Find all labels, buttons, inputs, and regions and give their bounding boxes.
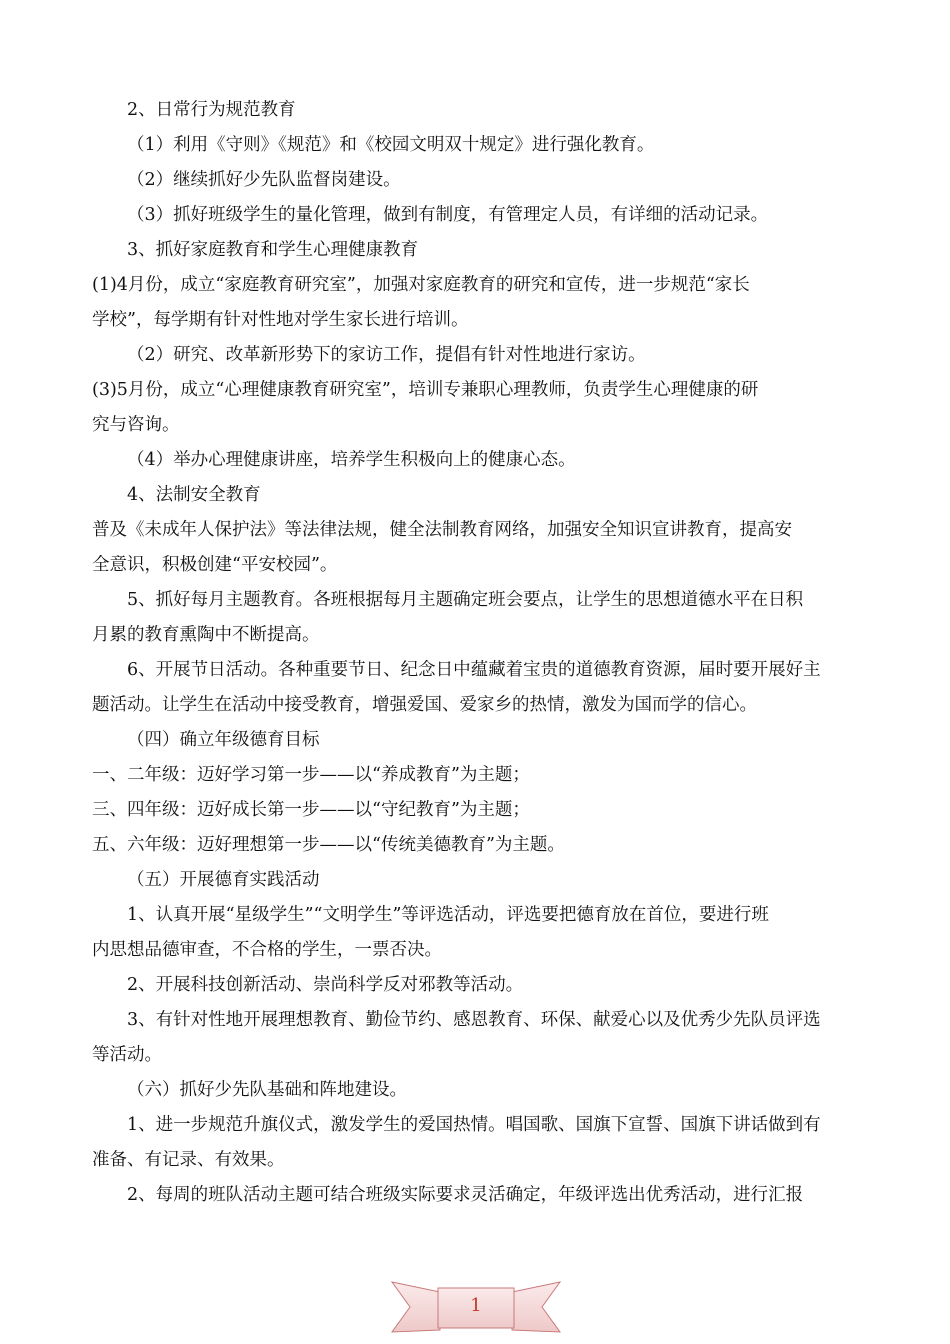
paragraph-p1: [92, 93, 860, 128]
text-line: 全意识，积极创建“平安校园”。: [92, 555, 338, 575]
paragraph-p24: [92, 1178, 860, 1213]
ribbon-right-tail: [512, 1282, 560, 1332]
text-line: 4、法制安全教育: [127, 485, 261, 505]
text-line: (1)4月份，成立“家庭教育研究室”，加强对家庭教育的研究和宣传，进一步规范“家长: [92, 275, 750, 295]
text-line: 1、认真开展“星级学生”“文明学生”等评选活动，评选要把德育放在首位，要进行班: [127, 905, 769, 925]
text-line: 究与咨询。: [92, 415, 180, 435]
paragraph-p11: [92, 513, 860, 583]
paragraph-p4: [92, 198, 860, 233]
text-line: 5、抓好每月主题教育。各班根据每月主题确定班会要点，让学生的思想道德水平在日积: [127, 590, 804, 610]
paragraph-p15: [92, 758, 860, 793]
paragraph-p12: [92, 583, 860, 653]
text-line: 题活动。让学生在活动中接受教育，增强爱国、爱家乡的热情，激发为国而学的信心。: [92, 695, 757, 715]
text-line: （六）抓好少先队基础和阵地建设。: [127, 1080, 407, 1100]
text-line: 五、六年级：迈好理想第一步——以“传统美德教育”为主题。: [92, 835, 565, 855]
text-line: 学校”，每学期有针对性地对学生家长进行培训。: [92, 310, 469, 330]
paragraph-p22: [92, 1073, 860, 1108]
paragraph-p21: [92, 1003, 860, 1073]
page-number: 1: [470, 1295, 482, 1316]
text-line: 准备、有记录、有效果。: [92, 1150, 285, 1170]
text-line: 一、二年级：迈好学习第一步——以“养成教育”为主题；: [92, 765, 530, 785]
paragraph-p14: [92, 723, 860, 758]
text-line: 3、抓好家庭教育和学生心理健康教育: [127, 240, 419, 260]
paragraph-p13: [92, 653, 860, 723]
text-line: 普及《未成年人保护法》等法律法规，健全法制教育网络，加强安全知识宣讲教育，提高安: [92, 520, 792, 540]
text-line: 2、每周的班队活动主题可结合班级实际要求灵活确定，年级评选出优秀活动，进行汇报: [127, 1185, 804, 1205]
paragraph-p5: [92, 233, 860, 268]
text-line: 等活动。: [92, 1045, 162, 1065]
text-line: 2、日常行为规范教育: [127, 100, 296, 120]
text-line: 1、进一步规范升旗仪式，激发学生的爱国热情。唱国歌、国旗下宣誓、国旗下讲话做到有: [127, 1115, 821, 1135]
text-line: (3)5月份，成立“心理健康教育研究室”，培训专兼职心理教师，负责学生心理健康的研: [92, 380, 759, 400]
paragraph-p2: [92, 128, 860, 163]
text-line: 月累的教育熏陶中不断提高。: [92, 625, 320, 645]
paragraph-p16: [92, 793, 860, 828]
text-line: 6、开展节日活动。各种重要节日、纪念日中蕴藏着宝贵的道德教育资源，届时要开展好主: [127, 660, 821, 680]
paragraph-p10: [92, 478, 860, 513]
paragraph-p18: [92, 863, 860, 898]
text-line: （3）抓好班级学生的量化管理，做到有制度，有管理定人员，有详细的活动记录。: [127, 205, 769, 225]
text-line: （2）继续抓好少先队监督岗建设。: [127, 170, 401, 190]
paragraph-p8: [92, 373, 860, 443]
paragraph-p20: [92, 968, 860, 1003]
ribbon-left-tail: [392, 1282, 440, 1332]
paragraph-p7: [92, 338, 860, 373]
document-body: [92, 93, 860, 1213]
text-line: 2、开展科技创新活动、崇尚科学反对邪教等活动。: [127, 975, 524, 995]
paragraph-p17: [92, 828, 860, 863]
paragraph-p19: [92, 898, 860, 968]
text-line: （五）开展德育实践活动: [127, 870, 320, 890]
text-line: （4）举办心理健康讲座，培养学生积极向上的健康心态。: [127, 450, 576, 470]
paragraph-p3: [92, 163, 860, 198]
text-line: 三、四年级：迈好成长第一步——以“守纪教育”为主题；: [92, 800, 530, 820]
paragraph-p9: [92, 443, 860, 478]
text-line: （四）确立年级德育目标: [127, 730, 320, 750]
text-line: 3、有针对性地开展理想教育、勤俭节约、感恩教育、环保、献爱心以及优秀少先队员评选: [127, 1010, 821, 1030]
text-line: （2）研究、改革新形势下的家访工作，提倡有针对性地进行家访。: [127, 345, 646, 365]
text-line: （1）利用《守则》《规范》和《校园文明双十规定》进行强化教育。: [127, 135, 655, 155]
text-line: 内思想品德审查，不合格的学生，一票否决。: [92, 940, 442, 960]
paragraph-p23: [92, 1108, 860, 1178]
paragraph-p6: [92, 268, 860, 338]
